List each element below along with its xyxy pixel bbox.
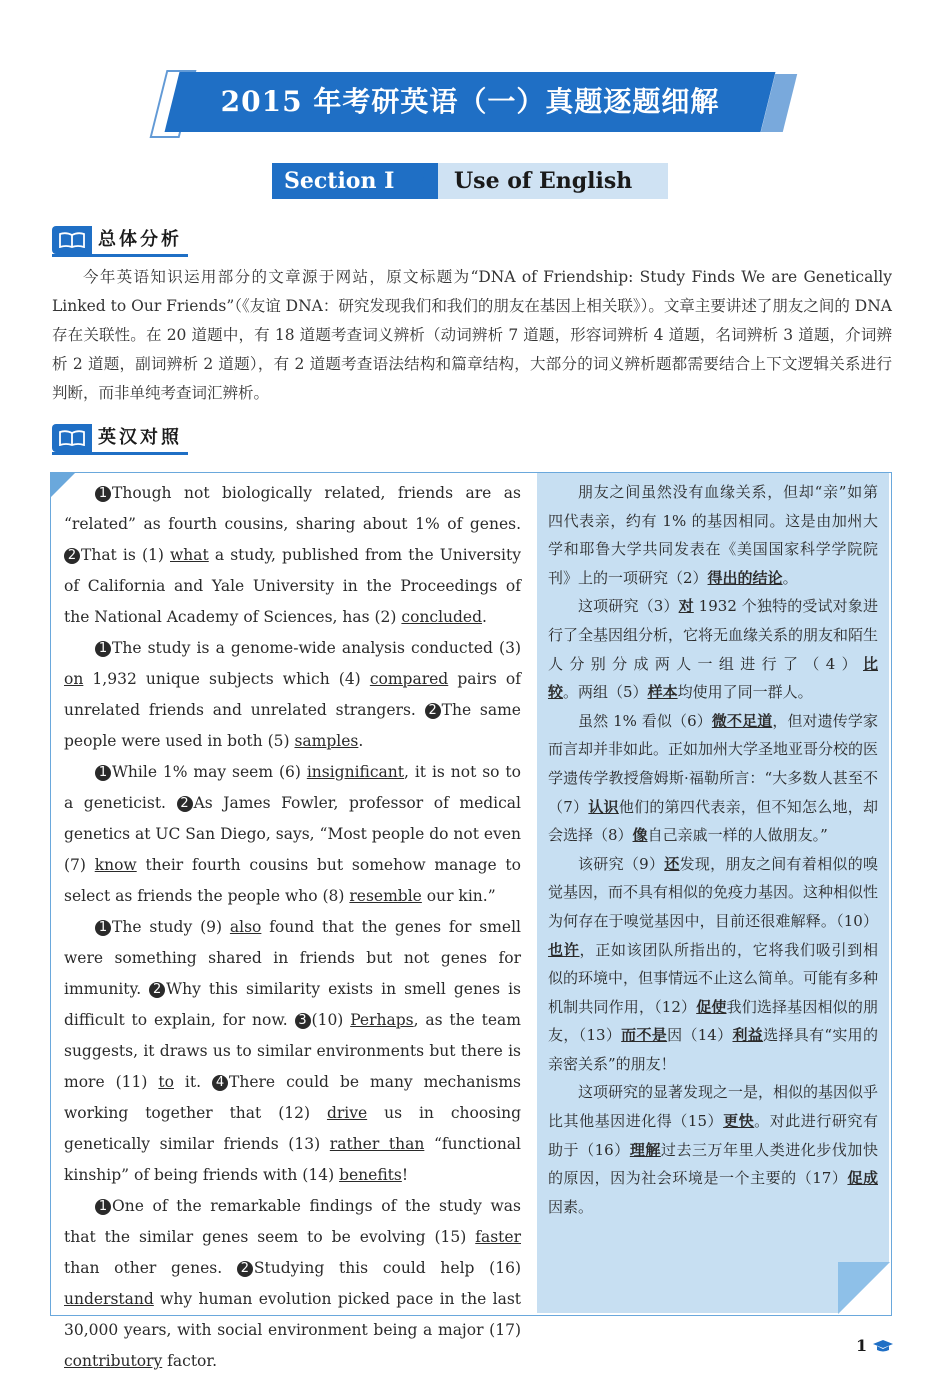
answer-word: what xyxy=(170,546,209,564)
text-run: That is (1) xyxy=(81,546,171,564)
text-run: their fourth cousins but somehow manage to select as friends the people who (8) xyxy=(64,856,521,905)
answer-word: on xyxy=(64,670,84,688)
sentence-number-badge: 1 xyxy=(95,486,111,502)
answer-translation: 认识 xyxy=(588,797,619,816)
heading-underline xyxy=(52,452,188,455)
answer-word: insignificant xyxy=(306,763,404,781)
sentence-number-badge: 4 xyxy=(212,1075,228,1091)
english-paragraph xyxy=(64,1191,521,1377)
answer-word: understand xyxy=(64,1290,154,1308)
text-run: One of the remarkable findings of the study was that the similar genes seem to be evolving (15) xyxy=(64,1197,521,1246)
answer-translation: 也许 xyxy=(548,940,580,959)
text-run: 。对此进行研究有助于（16） xyxy=(548,1112,878,1159)
answer-word: faster xyxy=(475,1228,521,1246)
text-run: 发现，朋友之间有着相似的嗅觉基因，而不具有相似的免疫力基因。这种相似性为何存在于嗅觉基因中，目前还很难解释。（10） xyxy=(548,854,879,930)
text-run: There could be many mechanisms working together that (12) xyxy=(64,1073,521,1122)
answer-translation: 促使 xyxy=(696,997,727,1016)
answer-word: rather than xyxy=(329,1135,425,1153)
book-icon xyxy=(59,430,85,446)
text-run: factor. xyxy=(162,1352,218,1370)
answer-translation: 促成 xyxy=(847,1169,878,1188)
sentence-number-badge: 3 xyxy=(295,1013,311,1029)
answer-translation: 还 xyxy=(664,854,680,873)
text-run: The study (9) xyxy=(112,918,230,936)
page-title: 2015 年考研英语（一）真题逐题细解 xyxy=(220,85,720,118)
section-number: Section Ⅰ xyxy=(284,168,395,194)
chinese-paragraph xyxy=(548,707,878,850)
text-run: 这项研究（3） xyxy=(578,597,679,616)
answer-translation: 比较 xyxy=(548,654,878,702)
section-name: Use of English xyxy=(454,168,633,194)
english-paragraph xyxy=(64,912,521,1191)
answer-word: samples xyxy=(294,732,359,750)
answer-translation: 样本 xyxy=(647,683,678,702)
heading-icon-box xyxy=(52,424,92,452)
sentence-number-badge: 2 xyxy=(425,703,441,719)
text-run: Though not biologically related, friends are as “related” as fourth cousins, sharing about 1% of genes. xyxy=(64,484,521,533)
text-run: As James Fowler, professor of medical genetics at UC San Diego, says, “Most people do not even (7) xyxy=(64,794,521,874)
text-run: ! xyxy=(401,1166,409,1184)
answer-translation: 利益 xyxy=(732,1026,764,1045)
text-run: 虽然 1% 看似（6） xyxy=(578,711,712,730)
text-run: 。两组（5） xyxy=(563,683,648,702)
text-run: pairs of unrelated friends and unrelated strangers. xyxy=(64,670,521,719)
chinese-paragraph xyxy=(548,850,878,1079)
text-run: . xyxy=(358,732,364,750)
answer-word: know xyxy=(94,856,137,874)
heading-analysis-label: 总体分析 xyxy=(98,229,182,250)
answer-translation: 微不足道 xyxy=(711,711,773,730)
text-run: . xyxy=(482,608,487,626)
answer-translation: 而不是 xyxy=(621,1026,668,1045)
text-run: Studying this could help (16) xyxy=(253,1259,521,1277)
text-run: 选择具有“实用的亲密关系”的朋友！ xyxy=(548,1026,878,1073)
book-icon xyxy=(59,232,85,248)
answer-word: resemble xyxy=(349,887,422,905)
heading-icon-box xyxy=(52,226,92,254)
text-run: 我们选择基因相似的朋友，（13） xyxy=(548,997,878,1045)
answer-word: also xyxy=(229,918,262,936)
sentence-number-badge: 2 xyxy=(237,1261,253,1277)
text-run: (10) xyxy=(311,1011,351,1029)
text-run: 1,932 unique subjects which (4) xyxy=(83,670,370,688)
answer-word: concluded xyxy=(401,608,483,626)
page-number: 1 xyxy=(856,1336,868,1355)
text-run: 均使用了同一群人。 xyxy=(677,683,813,702)
heading-bilingual-label: 英汉对照 xyxy=(98,427,182,448)
sentence-number-badge: 1 xyxy=(95,765,111,781)
chinese-translation xyxy=(548,478,878,1221)
answer-translation: 像 xyxy=(632,826,648,845)
answer-word: benefits xyxy=(339,1166,402,1184)
english-paragraph xyxy=(64,478,521,633)
answer-word: contributory xyxy=(64,1352,163,1370)
graduation-cap-icon xyxy=(872,1339,894,1353)
answer-word: compared xyxy=(369,670,449,688)
analysis-paragraph: 今年英语知识运用部分的文章源于网站，原文标题为“DNA of Friendship: Study Finds We are Genetically Linked to Our Friends”（《友谊 DNA：研究发现我们和我们的朋友在基因上相关联》）。文章主要讲述了朋友之间的 DNA 存在关联性。在 20 道题中，有 18 道题考查词义辨析（动词辨析 7 道题，形容词辨析 4 道题，名词辨析 3 道题，介词辨析 2 道题，副词辨析 2 道题），有 2 道题考查语法结构和篇章结构，大部分的词义辨析题都需要结合上下文逻辑关系进行判断，而非单纯考查词汇辨析。 xyxy=(52,268,892,402)
text-run: 1932 个独特的受试对象进行了全基因组分析，它将无血缘关系的朋友和陌生人分别分成两人一组进行了（4） xyxy=(548,597,879,673)
answer-word: drive xyxy=(326,1104,368,1122)
english-paragraph xyxy=(64,633,521,757)
text-run: it. xyxy=(173,1073,213,1091)
sentence-number-badge: 2 xyxy=(177,796,193,812)
answer-translation: 对 xyxy=(678,597,694,616)
sentence-number-badge: 1 xyxy=(95,1199,111,1215)
chinese-paragraph xyxy=(548,592,878,706)
text-run: 过去三万年里人类进化步伐加快的原因，因为社会环境是一个主要的（17） xyxy=(548,1140,878,1188)
chinese-paragraph xyxy=(548,478,878,592)
text-run: “functional kinship” of being friends with (14) xyxy=(64,1135,522,1184)
english-paragraph xyxy=(64,757,521,912)
text-run: 他们的第四代表亲，但不知怎么地，却会选择（8） xyxy=(548,797,878,845)
answer-translation: 理解 xyxy=(629,1140,661,1159)
title-banner xyxy=(150,68,800,136)
text-run: The same people were used in both (5) xyxy=(64,701,521,750)
text-run: 因（14） xyxy=(667,1026,733,1045)
text-run: 自己亲戚一样的人做朋友。” xyxy=(647,826,828,845)
sentence-number-badge: 1 xyxy=(95,920,111,936)
sentence-number-badge: 2 xyxy=(64,548,80,564)
text-run: , as the team suggests, it draws us to similar environments but there is more (11) xyxy=(64,1011,521,1091)
text-run: why human evolution picked pace in the last 30,000 years, with social environment being a major (17) xyxy=(64,1290,521,1339)
text-run: 因素。 xyxy=(548,1197,594,1216)
heading-bilingual xyxy=(52,424,188,452)
answer-translation: 更快 xyxy=(723,1112,755,1131)
text-run: 。 xyxy=(782,568,798,587)
chinese-paragraph xyxy=(548,1078,878,1221)
page-fold xyxy=(838,1262,890,1314)
text-run: Why this similarity exists in smell genes is difficult to explain, for now. xyxy=(64,980,521,1029)
text-run: us in choosing genetically similar friends (13) xyxy=(64,1104,521,1153)
answer-word: to xyxy=(158,1073,174,1091)
text-run: ，正如该团队所指出的，它将我们吸引到相似的环境中，但事情远不止这么简单。可能有多种机制共同作用，（12） xyxy=(548,940,879,1016)
text-run: than other genes. xyxy=(64,1259,237,1277)
answer-word: Perhaps xyxy=(350,1011,414,1029)
heading-analysis xyxy=(52,226,188,254)
text-run: 该研究（9） xyxy=(578,854,665,873)
section-heading xyxy=(272,163,668,199)
english-passage xyxy=(64,478,521,1377)
sentence-number-badge: 1 xyxy=(95,641,111,657)
text-run: ，但对遗传学家而言却并非如此。正如加州大学圣地亚哥分校的医学遗传学教授詹姆斯·福勒所言：“大多数人甚至不（7） xyxy=(548,711,879,816)
text-run: a study, published from the University of California and Yale University in the Proceedings of the National Academy of Sciences, has (2) xyxy=(64,546,521,626)
heading-underline xyxy=(52,254,188,257)
text-run: found that the genes for smell were something shared in friends but not genes for immunity. xyxy=(64,918,521,998)
text-run: our kin.” xyxy=(421,887,496,905)
sentence-number-badge: 2 xyxy=(149,982,165,998)
text-run: While 1% may seem (6) xyxy=(112,763,307,781)
text-run: , it is not so to a geneticist. xyxy=(64,763,521,812)
answer-translation: 得出的结论 xyxy=(707,568,783,587)
text-run: The study is a genome-wide analysis conducted (3) xyxy=(112,639,521,657)
text-run: 朋友之间虽然没有血缘关系，但却“亲”如第四代表亲，约有 1% 的基因相同。这是由加州大学和耶鲁大学共同发表在《美国国家科学学院院刊》上的一项研究（2） xyxy=(548,483,878,587)
text-run: 这项研究的显著发现之一是，相似的基因似乎比其他基因进化得（15） xyxy=(548,1083,879,1131)
